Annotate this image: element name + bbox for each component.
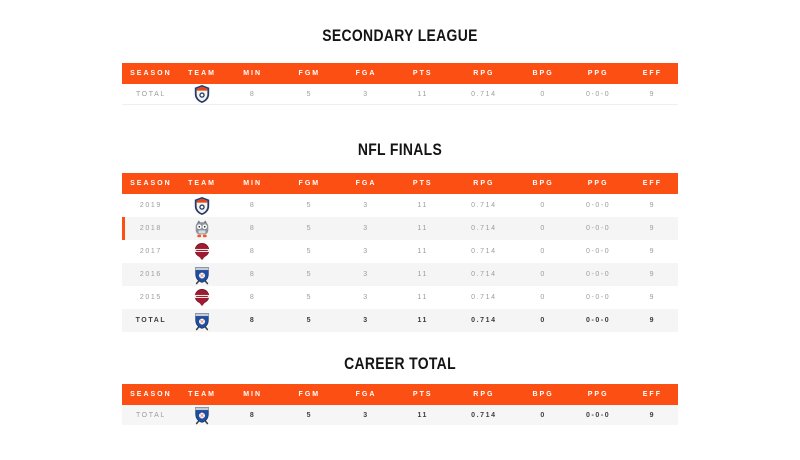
table-row-total[interactable] bbox=[122, 309, 678, 332]
table-row-2016[interactable] bbox=[122, 263, 678, 286]
column-header-bpg: BPG bbox=[517, 384, 570, 405]
section-secondary-league bbox=[122, 0, 678, 105]
team-cell bbox=[180, 286, 224, 309]
pts-cell: 11 bbox=[394, 286, 451, 309]
pts-cell: 11 bbox=[394, 309, 451, 332]
ppg-cell: 0-0-0 bbox=[570, 263, 627, 286]
column-header-fgm: FGM bbox=[281, 384, 338, 405]
column-header-eff: EFF bbox=[627, 63, 678, 84]
column-header-rpg: RPG bbox=[451, 173, 517, 194]
season-cell: 2019 bbox=[122, 194, 180, 217]
column-header-min: MIN bbox=[224, 384, 281, 405]
pts-cell: 11 bbox=[394, 194, 451, 217]
fgm-cell: 5 bbox=[281, 217, 338, 240]
min-cell: 8 bbox=[224, 309, 281, 332]
column-header-bpg: BPG bbox=[517, 173, 570, 194]
column-header-fga: FGA bbox=[338, 63, 395, 84]
column-header-fga: FGA bbox=[338, 173, 395, 194]
team-cell bbox=[180, 263, 224, 286]
fgm-cell: 5 bbox=[281, 240, 338, 263]
min-cell: 8 bbox=[224, 217, 281, 240]
eff-cell: 9 bbox=[627, 309, 678, 332]
column-header-eff: EFF bbox=[627, 173, 678, 194]
rpg-cell: 0.714 bbox=[451, 217, 517, 240]
column-header-season: SEASON bbox=[122, 63, 180, 84]
fga-cell: 3 bbox=[338, 194, 395, 217]
team-logo-blue-shield-bats-icon bbox=[193, 311, 211, 331]
rpg-cell: 0.714 bbox=[451, 194, 517, 217]
fga-cell: 3 bbox=[338, 84, 395, 105]
eff-cell: 9 bbox=[627, 84, 678, 105]
rpg-cell: 0.714 bbox=[451, 405, 517, 425]
bpg-cell: 0 bbox=[517, 405, 570, 425]
section-title-career-total: CAREER TOTAL bbox=[344, 354, 456, 373]
ppg-cell: 0-0-0 bbox=[570, 309, 627, 332]
fga-cell: 3 bbox=[338, 240, 395, 263]
team-logo-blue-shield-bats-icon bbox=[193, 405, 211, 425]
column-header-pts: PTS bbox=[394, 384, 451, 405]
ppg-cell: 0-0-0 bbox=[570, 194, 627, 217]
bpg-cell: 0 bbox=[517, 263, 570, 286]
player-stats-page bbox=[122, 0, 678, 425]
ppg-cell: 0-0-0 bbox=[570, 286, 627, 309]
column-header-pts: PTS bbox=[394, 63, 451, 84]
table-row-2019[interactable] bbox=[122, 194, 678, 217]
table-header-row bbox=[122, 384, 678, 405]
table-row-2015[interactable] bbox=[122, 286, 678, 309]
eff-cell: 9 bbox=[627, 405, 678, 425]
season-cell: TOTAL bbox=[122, 84, 180, 105]
column-header-eff: EFF bbox=[627, 384, 678, 405]
ppg-cell: 0-0-0 bbox=[570, 240, 627, 263]
fga-cell: 3 bbox=[338, 405, 395, 425]
team-logo-red-badge-icon bbox=[193, 242, 211, 262]
fgm-cell: 5 bbox=[281, 309, 338, 332]
min-cell: 8 bbox=[224, 240, 281, 263]
table-header-row bbox=[122, 63, 678, 84]
column-header-fgm: FGM bbox=[281, 173, 338, 194]
column-header-team: TEAM bbox=[180, 384, 224, 405]
table-row-2018[interactable] bbox=[122, 217, 678, 240]
column-header-team: TEAM bbox=[180, 173, 224, 194]
column-header-min: MIN bbox=[224, 63, 281, 84]
bpg-cell: 0 bbox=[517, 240, 570, 263]
team-cell bbox=[180, 84, 224, 105]
column-header-season: SEASON bbox=[122, 173, 180, 194]
pts-cell: 11 bbox=[394, 217, 451, 240]
ppg-cell: 0-0-0 bbox=[570, 217, 627, 240]
fgm-cell: 5 bbox=[281, 263, 338, 286]
column-header-team: TEAM bbox=[180, 63, 224, 84]
section-title-secondary-league: SECONDARY LEAGUE bbox=[322, 26, 478, 45]
team-logo-blue-shield-bats-icon bbox=[193, 265, 211, 285]
bpg-cell: 0 bbox=[517, 84, 570, 105]
team-cell bbox=[180, 240, 224, 263]
fgm-cell: 5 bbox=[281, 405, 338, 425]
team-cell bbox=[180, 405, 224, 425]
season-cell: TOTAL bbox=[122, 309, 180, 332]
eff-cell: 9 bbox=[627, 217, 678, 240]
team-logo-owl-mascot-icon bbox=[193, 219, 211, 239]
column-header-fga: FGA bbox=[338, 384, 395, 405]
fga-cell: 3 bbox=[338, 286, 395, 309]
fgm-cell: 5 bbox=[281, 194, 338, 217]
section-nfl-finals bbox=[122, 105, 678, 332]
eff-cell: 9 bbox=[627, 194, 678, 217]
pts-cell: 11 bbox=[394, 84, 451, 105]
bpg-cell: 0 bbox=[517, 194, 570, 217]
eff-cell: 9 bbox=[627, 263, 678, 286]
stats-table-secondary-league bbox=[122, 63, 678, 105]
column-header-pts: PTS bbox=[394, 173, 451, 194]
ppg-cell: 0-0-0 bbox=[570, 405, 627, 425]
min-cell: 8 bbox=[224, 194, 281, 217]
column-header-bpg: BPG bbox=[517, 63, 570, 84]
stats-table-career-total bbox=[122, 384, 678, 425]
season-cell: 2015 bbox=[122, 286, 180, 309]
table-row-total[interactable] bbox=[122, 84, 678, 105]
rpg-cell: 0.714 bbox=[451, 309, 517, 332]
column-header-rpg: RPG bbox=[451, 384, 517, 405]
pts-cell: 11 bbox=[394, 240, 451, 263]
table-row-total[interactable] bbox=[122, 405, 678, 425]
season-cell: 2017 bbox=[122, 240, 180, 263]
fga-cell: 3 bbox=[338, 309, 395, 332]
fga-cell: 3 bbox=[338, 217, 395, 240]
bpg-cell: 0 bbox=[517, 309, 570, 332]
eff-cell: 9 bbox=[627, 286, 678, 309]
fgm-cell: 5 bbox=[281, 286, 338, 309]
rpg-cell: 0.714 bbox=[451, 240, 517, 263]
rpg-cell: 0.714 bbox=[451, 263, 517, 286]
pts-cell: 11 bbox=[394, 405, 451, 425]
stats-table-nfl-finals bbox=[122, 173, 678, 332]
season-cell: 2018 bbox=[122, 217, 180, 240]
column-header-min: MIN bbox=[224, 173, 281, 194]
team-cell bbox=[180, 194, 224, 217]
team-cell bbox=[180, 309, 224, 332]
season-cell: 2016 bbox=[122, 263, 180, 286]
column-header-ppg: PPG bbox=[570, 384, 627, 405]
ppg-cell: 0-0-0 bbox=[570, 84, 627, 105]
column-header-ppg: PPG bbox=[570, 173, 627, 194]
column-header-rpg: RPG bbox=[451, 63, 517, 84]
team-logo-crest-shield-icon bbox=[193, 196, 211, 216]
min-cell: 8 bbox=[224, 84, 281, 105]
fgm-cell: 5 bbox=[281, 84, 338, 105]
team-cell bbox=[180, 217, 224, 240]
section-career-total bbox=[122, 332, 678, 425]
team-logo-crest-shield-icon bbox=[193, 84, 211, 104]
rpg-cell: 0.714 bbox=[451, 84, 517, 105]
column-header-ppg: PPG bbox=[570, 63, 627, 84]
column-header-season: SEASON bbox=[122, 384, 180, 405]
rpg-cell: 0.714 bbox=[451, 286, 517, 309]
column-header-fgm: FGM bbox=[281, 63, 338, 84]
bpg-cell: 0 bbox=[517, 286, 570, 309]
team-logo-red-badge-icon bbox=[193, 288, 211, 308]
table-row-2017[interactable] bbox=[122, 240, 678, 263]
min-cell: 8 bbox=[224, 405, 281, 425]
min-cell: 8 bbox=[224, 286, 281, 309]
table-header-row bbox=[122, 173, 678, 194]
min-cell: 8 bbox=[224, 263, 281, 286]
section-title-nfl-finals: NFL FINALS bbox=[357, 140, 443, 159]
pts-cell: 11 bbox=[394, 263, 451, 286]
bpg-cell: 0 bbox=[517, 217, 570, 240]
eff-cell: 9 bbox=[627, 240, 678, 263]
fga-cell: 3 bbox=[338, 263, 395, 286]
season-cell: TOTAL bbox=[122, 405, 180, 425]
